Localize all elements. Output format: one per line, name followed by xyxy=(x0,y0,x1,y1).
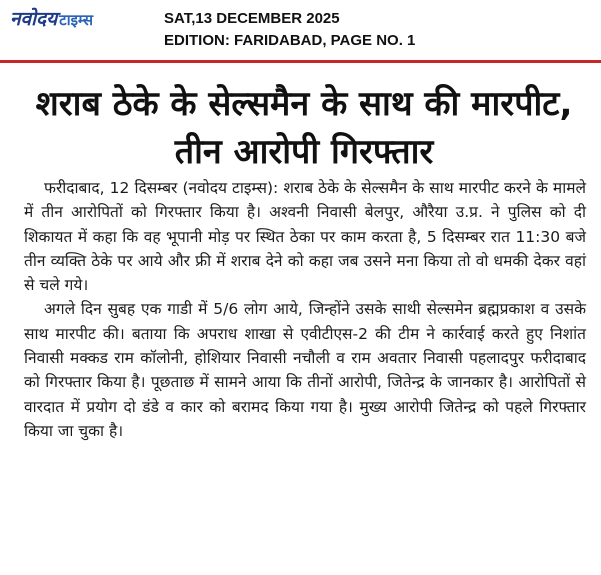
masthead xyxy=(0,0,601,58)
logo-text-times: टाइम्स xyxy=(59,11,93,29)
edition-info xyxy=(164,8,415,52)
edition-page: EDITION: FARIDABAD, PAGE NO. 1 xyxy=(164,32,416,49)
logo-text-navodaya: नवोदय xyxy=(10,8,58,30)
article-headline: शराब ठेके के सेल्समैन के साथ की मारपीट, तीन आरोपी गिरफ्तार xyxy=(35,84,573,172)
newspaper-logo xyxy=(10,8,93,31)
publication-date: SAT,13 DECEMBER 2025 xyxy=(164,10,340,27)
article-body xyxy=(24,176,586,443)
article-paragraph-2: अगले दिन सुबह एक गाडी में 5/6 लोग आये, जिन्होंने उसके साथी सेल्समेन ब्रह्मप्रकाश व उसके साथ मारपीट की। बताया कि अपराध शाखा से एवीटीएस-2 की टीम ने कार्रवाई करते हुए निशांत निवासी मक्कड राम कॉलोनी, होशियार निवासी नचौली व राम अवतार निवासी पहलादपुर फरीदाबाद को गिरफ्तार किया है। पूछताछ में सामने आया कि तीनों आरोपी, जितेन्द्र के जानकार है। आरोपितों से वारदात में प्रयोग दो डंडे व कार को बरामद किया गया है। मुख्य आरोपी जितेन्द्र को पहले गिरफ्तार किया जा चुका है। xyxy=(24,300,586,440)
article-paragraph-1: फरीदाबाद, 12 दिसम्बर (नवोदय टाइम्स): शराब ठेके के सेल्समैन के साथ मारपीट करने के मामले में तीन आरोपितों को गिरफ्तार किया है। अश्वनी निवासी बेलपुर, औरैया उ.प्र. ने पुलिस को दी शिकायत में कहा कि वह भूपानी मोड़ पर स्थित ठेका पर काम करता है, 5 दिसम्बर रात 11:30 बजे तीन व्यक्ति ठेके पर आये और फ्री में शराब देने को कहा जब उसने मना किया तो वो धमकी देकर वहां से चले गये। xyxy=(24,179,586,295)
masthead-divider xyxy=(0,60,601,63)
